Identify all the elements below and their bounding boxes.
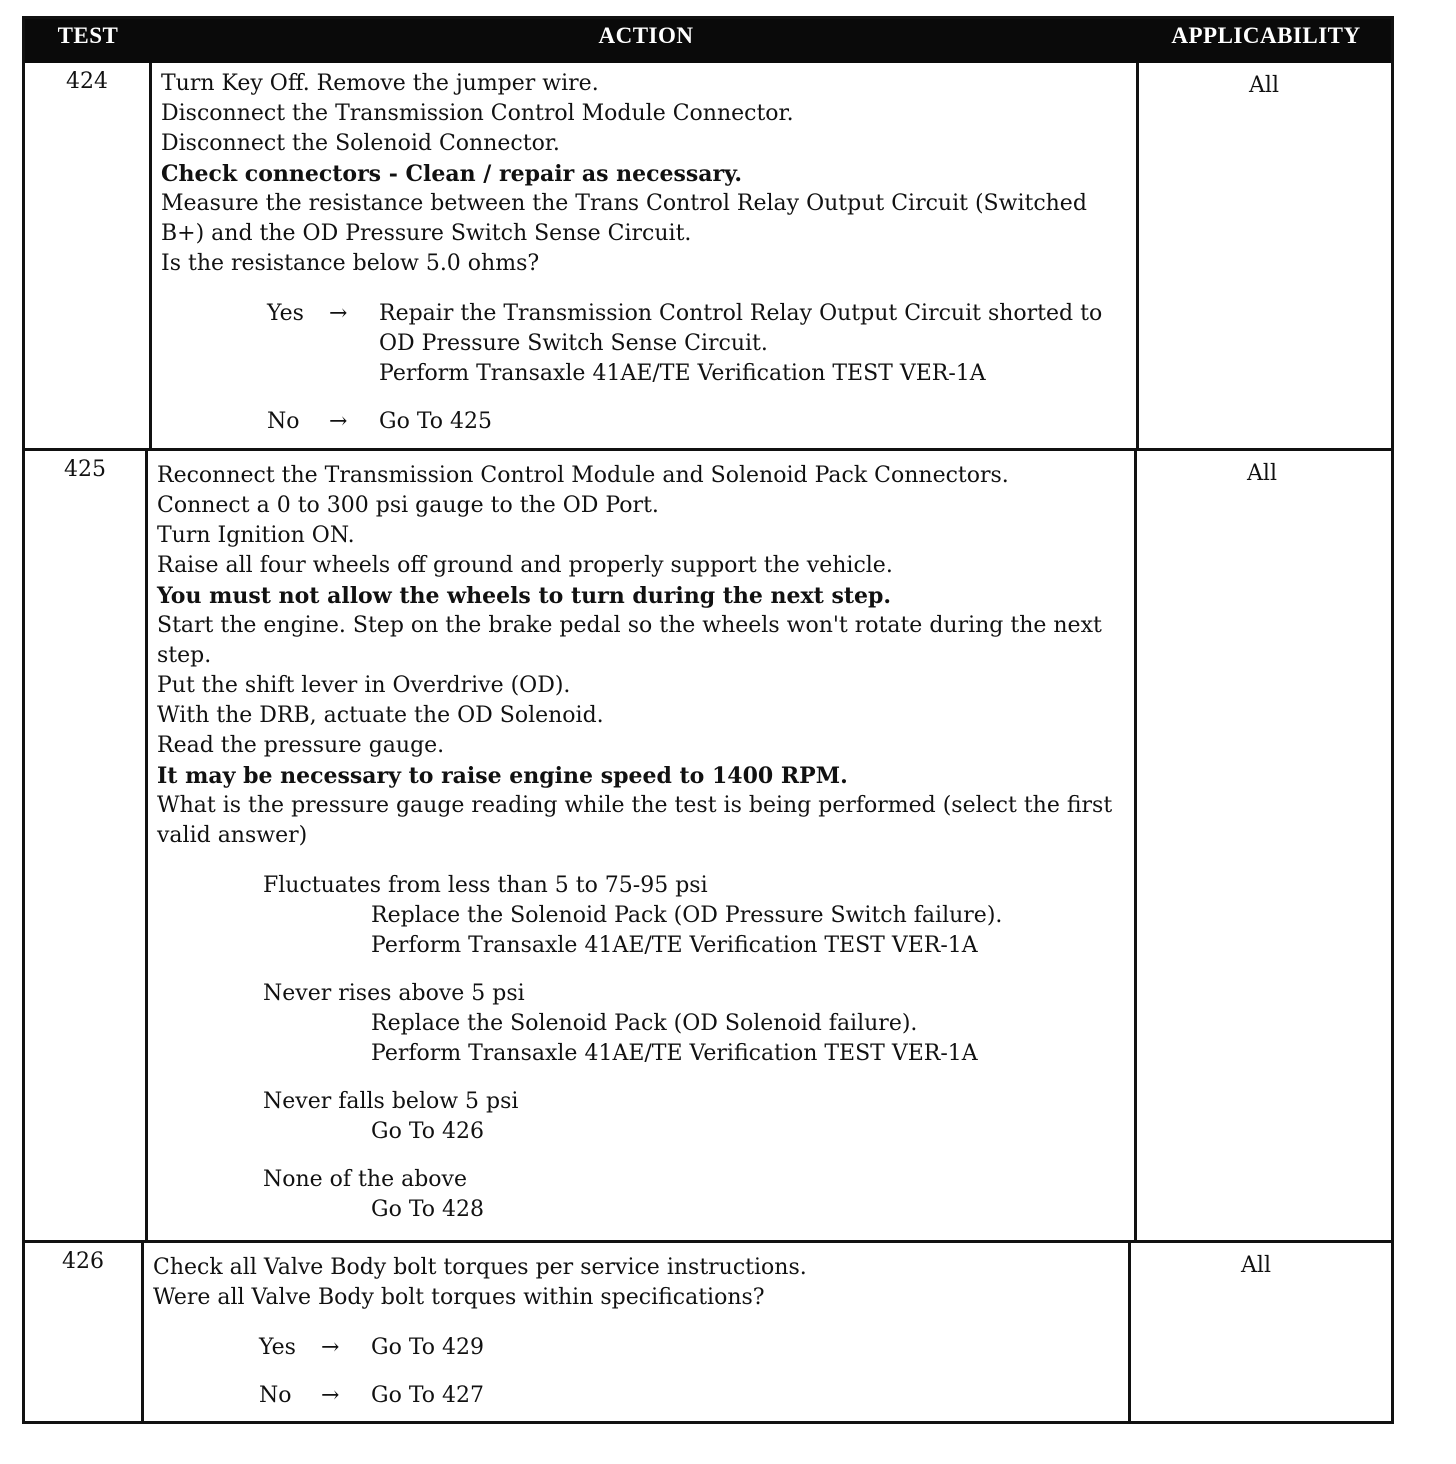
action-line: With the DRB, actuate the OD Solenoid. <box>157 703 604 728</box>
answer-yes <box>267 299 1136 329</box>
diagnostic-table <box>22 16 1394 1424</box>
answer-result: Go To 428 <box>371 1197 485 1222</box>
action-line: Disconnect the Transmission Control Module Connector. <box>161 101 794 126</box>
header-action: ACTION <box>598 23 694 48</box>
test-number: 425 <box>64 457 106 482</box>
action-cell <box>157 461 1132 1225</box>
action-line: Start the engine. Step on the brake pedal so the wheels won't rotate during the next <box>157 613 1102 638</box>
answer-option: Never rises above 5 psi <box>263 981 525 1006</box>
answer-option: Never falls below 5 psi <box>263 1089 519 1114</box>
action-line: Put the shift lever in Overdrive (OD). <box>157 673 571 698</box>
action-line: Disconnect the Solenoid Connector. <box>161 131 560 156</box>
action-cell <box>161 69 1136 437</box>
applicability-cell: All <box>1247 461 1277 486</box>
answer-block <box>263 871 1132 1225</box>
no-label: No <box>267 409 300 434</box>
action-line: Measure the resistance between the Trans Control Relay Output Circuit (Switched <box>161 191 1087 216</box>
arrow-icon: → <box>329 301 348 326</box>
action-line: valid answer) <box>157 823 308 848</box>
action-line: Turn Ignition ON. <box>157 523 355 548</box>
answer-result: Go To 426 <box>371 1119 485 1144</box>
no-label: No <box>259 1383 292 1408</box>
arrow-icon: → <box>321 1335 340 1360</box>
table-row-425 <box>25 451 1391 1243</box>
yes-result: Repair the Transmission Control Relay Output Circuit shorted to <box>379 301 1103 326</box>
action-line: Reconnect the Transmission Control Module and Solenoid Pack Connectors. <box>157 463 1009 488</box>
answer-no <box>259 1381 1123 1411</box>
action-line: Read the pressure gauge. <box>157 733 445 758</box>
action-line: Connect a 0 to 300 psi gauge to the OD Port. <box>157 493 659 518</box>
action-line: Check all Valve Body bolt torques per service instructions. <box>153 1255 807 1280</box>
yes-result-cont: OD Pressure Switch Sense Circuit. <box>379 331 768 356</box>
table-header <box>25 19 1391 63</box>
action-line: Turn Key Off. Remove the jumper wire. <box>161 71 599 96</box>
answer-result: Perform Transaxle 41AE/TE Verification TEST VER-1A <box>371 1041 978 1066</box>
answer-block <box>259 1333 1123 1411</box>
action-line: step. <box>157 643 212 668</box>
arrow-icon: → <box>321 1383 340 1408</box>
answer-block <box>267 299 1136 437</box>
action-warning: Check connectors - Clean / repair as necessary. <box>161 161 743 187</box>
applicability-cell: All <box>1241 1253 1271 1278</box>
answer-result: Replace the Solenoid Pack (OD Solenoid failure). <box>371 1011 918 1036</box>
no-result: Go To 425 <box>379 409 493 434</box>
action-line: What is the pressure gauge reading while the test is being performed (select the first <box>157 793 1113 818</box>
answer-option: Fluctuates from less than 5 to 75-95 psi <box>263 873 708 898</box>
action-warning: You must not allow the wheels to turn during the next step. <box>157 583 892 609</box>
test-number: 424 <box>66 69 108 94</box>
header-applicability: APPLICABILITY <box>1171 23 1361 48</box>
action-question: Is the resistance below 5.0 ohms? <box>161 251 540 276</box>
test-number: 426 <box>62 1249 104 1274</box>
yes-result-cont: Perform Transaxle 41AE/TE Verification TEST VER-1A <box>379 361 986 386</box>
action-line: Were all Valve Body bolt torques within specifications? <box>153 1285 765 1310</box>
yes-label: Yes <box>267 301 304 326</box>
no-result: Go To 427 <box>371 1383 485 1408</box>
answer-option: None of the above <box>263 1167 467 1192</box>
table-row-424 <box>25 63 1391 451</box>
answer-yes <box>259 1333 1123 1363</box>
action-warning: It may be necessary to raise engine speed to 1400 RPM. <box>157 763 848 789</box>
answer-result: Replace the Solenoid Pack (OD Pressure Switch failure). <box>371 903 1003 928</box>
yes-label: Yes <box>259 1335 296 1360</box>
yes-result: Go To 429 <box>371 1335 485 1360</box>
action-line: B+) and the OD Pressure Switch Sense Circuit. <box>161 221 692 246</box>
answer-result: Perform Transaxle 41AE/TE Verification TEST VER-1A <box>371 933 978 958</box>
action-line: Raise all four wheels off ground and properly support the vehicle. <box>157 553 893 578</box>
applicability-cell: All <box>1249 73 1279 98</box>
header-test: TEST <box>57 23 119 48</box>
action-cell <box>153 1253 1123 1411</box>
answer-no <box>267 407 1136 437</box>
arrow-icon: → <box>329 409 348 434</box>
table-row-426 <box>25 1243 1391 1421</box>
